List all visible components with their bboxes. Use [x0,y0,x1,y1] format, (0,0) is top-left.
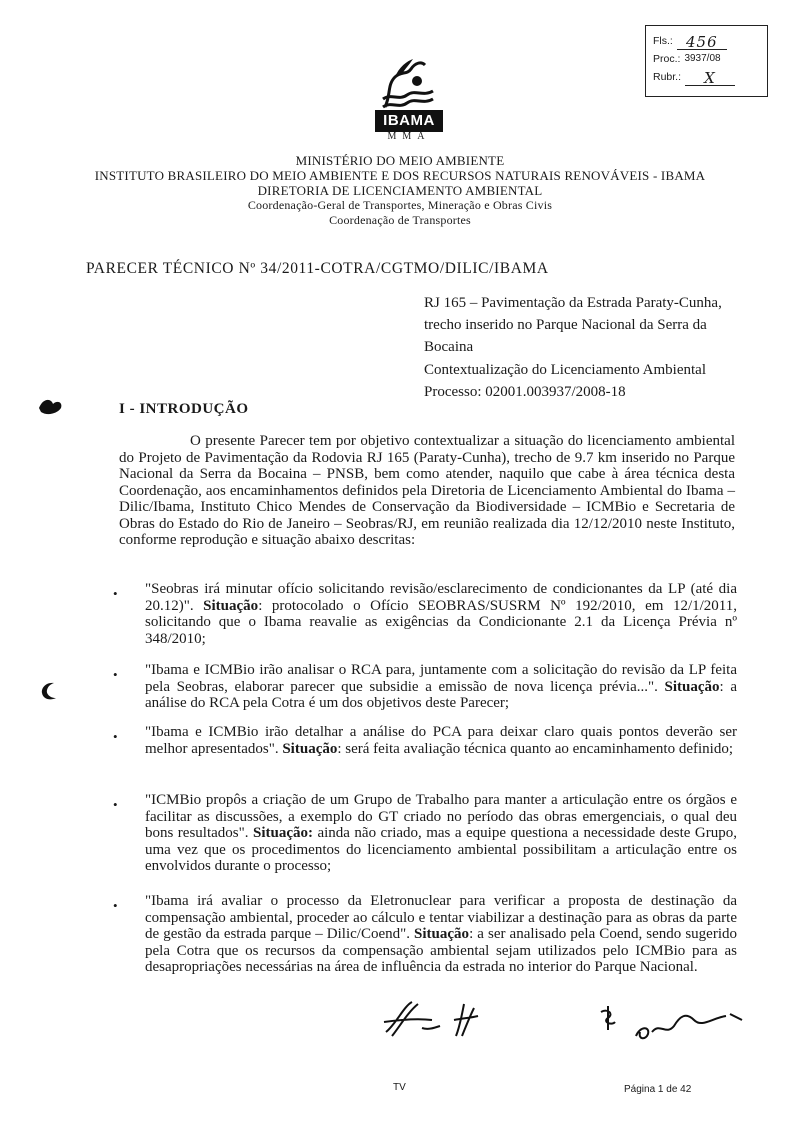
document-title: PARECER TÉCNICO Nº 34/2011-COTRA/CGTMO/DILIC/IBAMA [86,260,549,277]
stamp-proc-label: Proc.: [653,53,681,65]
bullet-item-4 [145,792,737,875]
bullet-3-quote: "Ibama e ICMBio irão detalhar a análise do PCA para deixar claro quais pontos deverão ser melhor apresentados". [145,724,737,757]
header-directorate: DIRETORIA DE LICENCIAMENTO AMBIENTAL [257,183,543,198]
bullet-5-quote: "Ibama irá avaliar o processo da Eletronuclear para verificar a proposta de destinação da compensação ambiental, proceder ao cálculo e tentar viabilizar a destinação para as obras da parte de gestão da estrada parque – Dilic/Coend". [145,893,737,942]
bullet-3-label: Situação [282,740,338,757]
signature-initials-1 [382,998,442,1045]
bullet-2-status: : a análise do RCA pela Cotra é um dos objetivos deste Parecer; [145,678,737,711]
header-institute: INSTITUTO BRASILEIRO DO MEIO AMBIENTE E DOS RECURSOS NATURAIS RENOVÁVEIS - IBAMA [94,168,706,183]
margin-mark-icon [37,396,65,424]
protocol-stamp [645,25,768,97]
bullet-1-label: Situação [203,597,259,614]
stamp-rubr-label: Rubr.: [653,71,682,83]
bullet-3-status: : será feita avaliação técnica quanto ao encaminhamento definido; [337,740,734,757]
intro-text: O presente Parecer tem por objetivo contextualizar a situação do licenciamento ambiental do Projeto de Pavimentação da Rodovia RJ 165 (Paraty-Cunha), trecho de 9.7 km inserido no Parque Nacional da Serra da Bocaina – PNSB, bem como atender, naquilo que cabe à área técnica desta Coordenação, aos encaminhamentos definidos pela Diretoria de Licenciamento Ambiental do Ibama – Dilic/Ibama, Instituto Chico Mendes de Conservação da Biodiversidade – ICMBio e Secretaria de Obras do Estado do Rio de Janeiro – Seobras/RJ, em reunião realizada dia 12/12/2010 neste Instituto, conforme reprodução e situação abaixo descritas: [119,433,735,548]
header-coordination: Coordenação de Transportes [329,213,471,227]
stamp-row-rubr [653,68,767,86]
bullet-item-5 [145,893,737,976]
header-ministry: MINISTÉRIO DO MEIO AMBIENTE [295,153,505,168]
bullet-item-3 [145,724,737,757]
stamp-proc-value: 3937/08 [684,53,721,64]
bullet-4-label: Situação: [252,825,313,841]
stamp-row-proc [653,50,767,68]
footer-page-number: Página 1 de 42 [624,1084,692,1095]
margin-hole-icon [38,680,60,708]
bullet-dot: • [113,898,118,913]
section-heading-introduction: I - INTRODUÇÃO [119,401,249,417]
subject-process: Processo: 02001.003937/2008-18 [424,384,626,400]
logo-subtitle: MMA [387,131,431,142]
bullet-dot: • [113,797,118,812]
stamp-fls-label: Fls.: [653,35,673,47]
bullet-1-quote: "Seobras irá minutar ofício solicitando revisão/esclarecimento de condicionantes da LP (até dia 20.12)". [145,581,737,614]
bullet-5-label: Situação [414,926,470,942]
bullet-2-quote: "Ibama e ICMBio irão analisar o RCA para, juntamente com a solicitação do revisão da LP feita pela Seobras, elaborar parecer que subsidie a emissão de nova licença prévia...". [145,662,737,695]
subject-road: RJ 165 – Pavimentação da Estrada Paraty-Cunha, trecho inserido no Parque Nacional da Serra da Bocaina [424,295,722,355]
bullet-2-label: Situação [664,678,720,695]
bullet-4-status: ainda não criado, mas a equipe questiona a necessidade deste Grupo, uma vez que os procedimentos do licenciamento ambiental possibilitam a articulação entre os envolvidos durante o processo; [145,825,738,874]
bullet-item-2 [145,662,737,712]
stamp-rubr-value: X [685,71,735,86]
ibama-logo-icon [377,55,439,116]
bullet-4-quote: "ICMBio propôs a criação de um Grupo de Trabalho para manter a articulação entre os órgãos e facilitar as discussões, a exemplo do GT criado no período das obras emergenciais, o qual deu bons resultados". [145,792,737,841]
bullet-dot: • [113,667,118,682]
signature-initials-2 [450,1000,480,1045]
bullet-dot: • [113,586,118,601]
bullet-1-status: : protocolado o Ofício SEOBRAS/SUSRM Nº 192/2010, em 12/1/2011, solicitando que o Ibama reavalie as exigências da Condicionante 2.1 da Licença Prévia nº 348/2010; [145,597,737,647]
signature-initials-3 [598,1004,618,1037]
intro-paragraph [119,433,735,549]
footer-initials: TV [393,1082,406,1093]
signature-initials-4 [630,1006,750,1051]
stamp-row-fls [653,32,767,50]
subject-topic: Contextualização do Licenciamento Ambiental [424,362,706,378]
bullet-dot: • [113,729,118,744]
header-general-coordination: Coordenação-Geral de Transportes, Mineração e Obras Civis [247,198,553,212]
stamp-fls-value: 456 [677,35,727,50]
logo-wordmark: IBAMA [375,110,443,132]
bullet-item-1 [145,581,737,647]
bullet-5-status: : a ser analisado pela Coend, sendo sugerido pela Cotra que os recursos da compensação ambiental sejam utilizados pelo ICMBio para as desapropriações necessárias na área de influência da estrada no interior do Parque Nacional. [145,926,737,975]
